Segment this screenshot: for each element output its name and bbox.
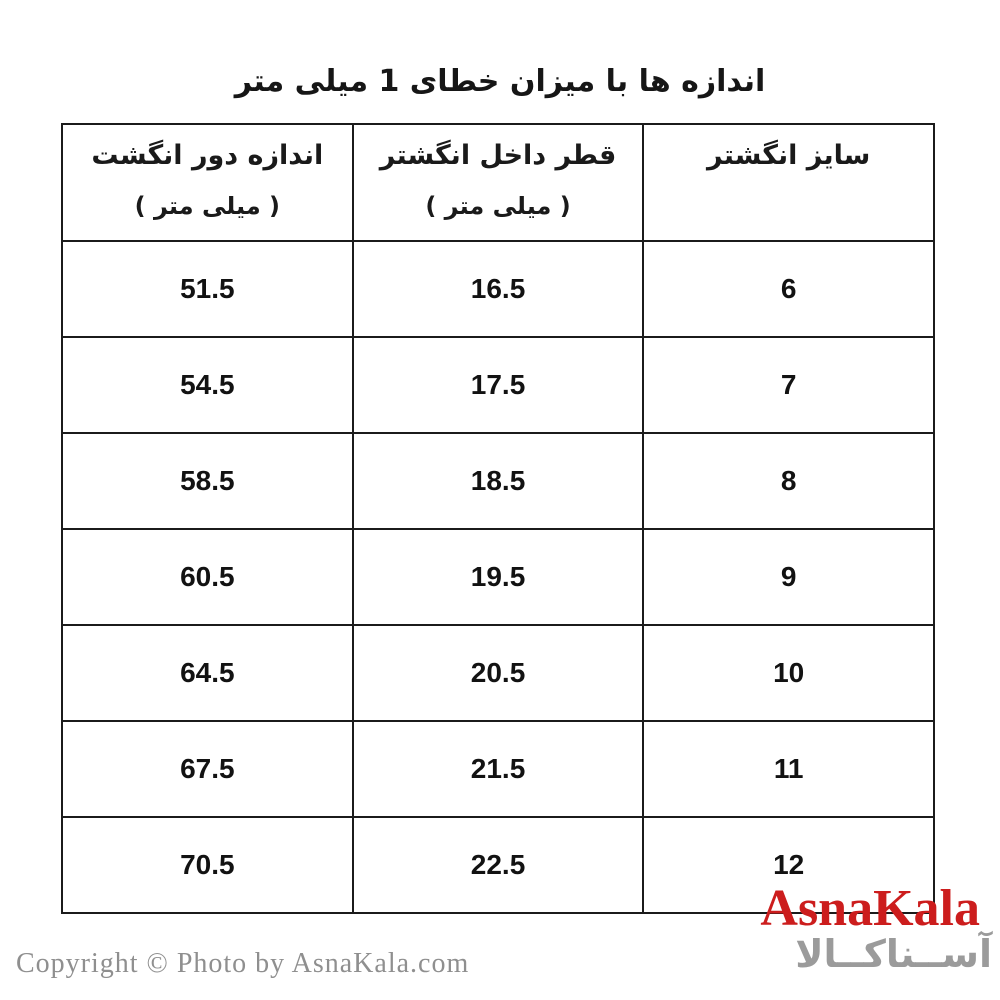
table-row [62, 721, 934, 817]
ring-size-table [61, 123, 935, 914]
header-sublabel-finger-circumference: ( میلی متر ) [134, 192, 280, 220]
header-sublabel-inner-diameter: ( میلی متر ) [425, 192, 571, 220]
table-cell-diameter: 22.5 [353, 817, 644, 913]
table-header [62, 124, 934, 241]
table-cell-circumference: 60.5 [62, 529, 353, 625]
header-cell-inner-diameter [353, 124, 644, 241]
table-cell-size: 10 [643, 625, 934, 721]
page-title: اندازه ها با میزان خطای 1 میلی متر [234, 64, 766, 99]
table-row [62, 433, 934, 529]
watermark-persian-logo: آســناکــالا [795, 932, 992, 976]
table-cell-size: 7 [643, 337, 934, 433]
table-cell-diameter: 20.5 [353, 625, 644, 721]
header-cell-finger-circumference [62, 124, 353, 241]
table-cell-diameter: 19.5 [353, 529, 644, 625]
table-cell-circumference: 67.5 [62, 721, 353, 817]
header-row [62, 124, 934, 241]
watermark-latin-logo: AsnaKala [760, 880, 980, 937]
table-cell-size: 6 [643, 241, 934, 337]
table-cell-size: 8 [643, 433, 934, 529]
table-cell-size: 11 [643, 721, 934, 817]
table-row [62, 241, 934, 337]
table-cell-diameter: 17.5 [353, 337, 644, 433]
table-cell-circumference: 54.5 [62, 337, 353, 433]
table-row [62, 337, 934, 433]
header-cell-ring-size [643, 124, 934, 241]
table-cell-size: 12 [643, 817, 934, 913]
header-label-ring-size: سایز انگشتر [706, 140, 871, 171]
table-cell-circumference: 51.5 [62, 241, 353, 337]
copyright-text: Copyright © Photo by AsnaKala.com [16, 948, 470, 979]
table-row [62, 625, 934, 721]
header-label-finger-circumference: اندازه دور انگشت [91, 140, 324, 171]
header-label-inner-diameter: قطر داخل انگشتر [379, 140, 617, 171]
table-cell-diameter: 16.5 [353, 241, 644, 337]
table-cell-circumference: 58.5 [62, 433, 353, 529]
table-cell-diameter: 18.5 [353, 433, 644, 529]
table-cell-circumference: 70.5 [62, 817, 353, 913]
table-row [62, 529, 934, 625]
table-cell-size: 9 [643, 529, 934, 625]
table-cell-diameter: 21.5 [353, 721, 644, 817]
table-cell-circumference: 64.5 [62, 625, 353, 721]
table-body [62, 241, 934, 913]
